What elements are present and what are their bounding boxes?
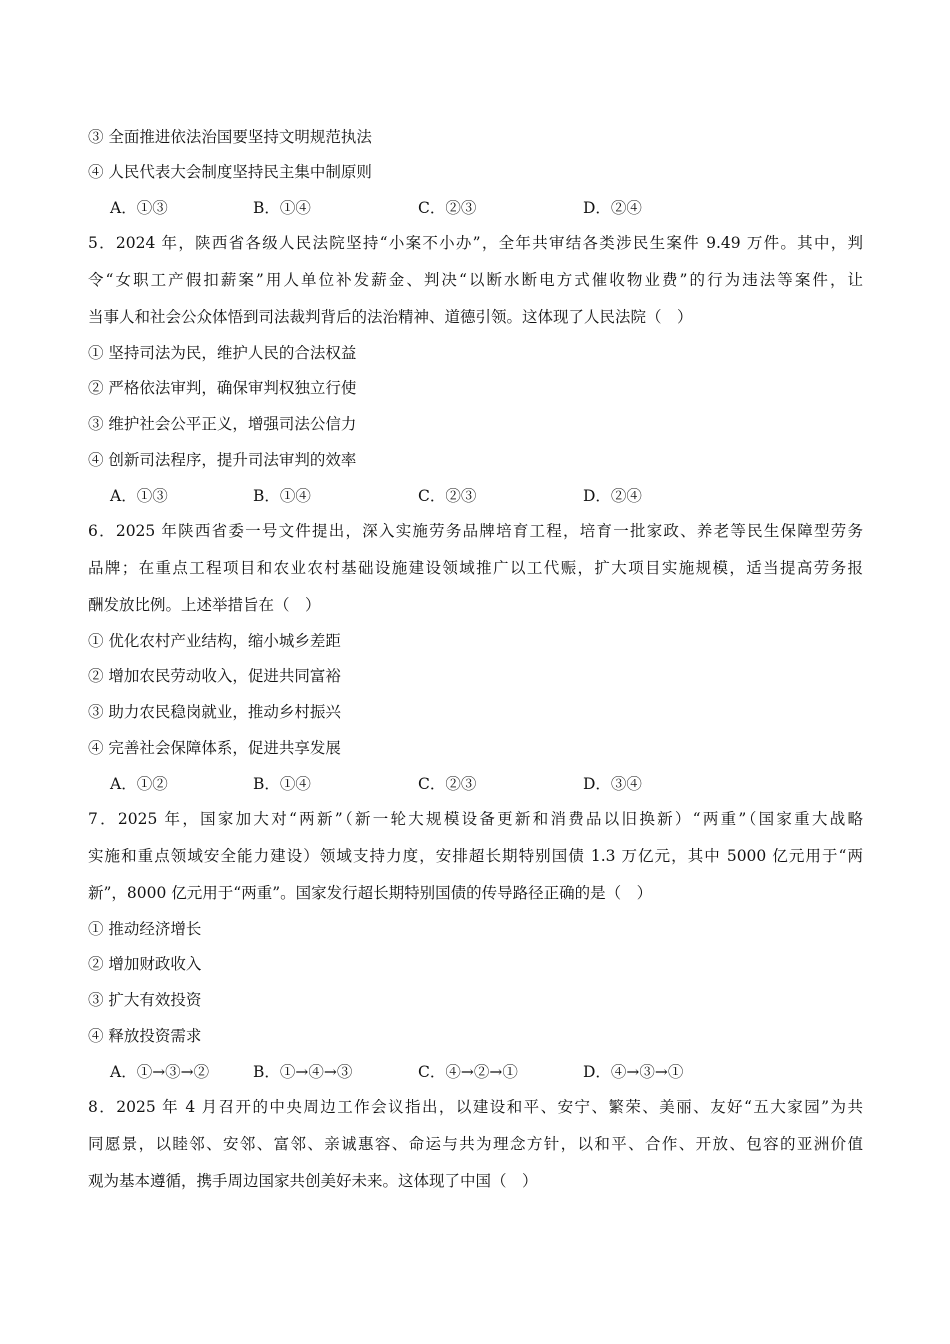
q5-option-d[interactable]: D．②④ <box>583 487 642 505</box>
q5-statement-1: ① 坚持司法为民，维护人民的合法权益 <box>88 344 357 362</box>
q7-option-d[interactable]: D．④→③→① <box>583 1063 684 1081</box>
q4-option-c[interactable]: C．②③ <box>418 199 477 217</box>
q5-statement-3: ③ 维护社会公平正义，增强司法公信力 <box>88 415 357 433</box>
q4-option-d[interactable]: D．②④ <box>583 199 642 217</box>
q5-statement-2: ② 严格依法审判，确保审判权独立行使 <box>88 379 357 397</box>
q6-option-d[interactable]: D．③④ <box>583 775 642 793</box>
q6-stem-line-3: 酬发放比例。上述举措旨在（ ） <box>88 596 321 614</box>
q5-stem-line-2: 令“女职工产假扣薪案”用人单位补发薪金、判决“以断水断电方式催收物业费”的行为违法等案件，让 <box>88 271 863 289</box>
q6-statement-3: ③ 助力农民稳岗就业，推动乡村振兴 <box>88 703 341 721</box>
q7-stem-line-2: 实施和重点领域安全能力建设）领域支持力度，安排超长期特别国债 1.3 万亿元，其中 5000 亿元用于“两 <box>88 847 863 865</box>
q7-statement-2: ② 增加财政收入 <box>88 955 202 973</box>
q7-option-b[interactable]: B．①→④→③ <box>253 1063 353 1081</box>
q7-stem-line-3: 新”，8000 亿元用于“两重”。国家发行超长期特别国债的传导路径正确的是（ ） <box>88 884 653 902</box>
q4-option-b[interactable]: B．①④ <box>253 199 311 217</box>
q6-stem-line-1: 6．2025 年陕西省委一号文件提出，深入实施劳务品牌培育工程，培育一批家政、养老等民生保障型劳务 <box>88 522 863 540</box>
q7-statement-4: ④ 释放投资需求 <box>88 1027 202 1045</box>
q4-option-a[interactable]: A．①③ <box>110 199 168 217</box>
q7-option-c[interactable]: C．④→②→① <box>418 1063 518 1081</box>
q6-option-b[interactable]: B．①④ <box>253 775 311 793</box>
q7-statement-3: ③ 扩大有效投资 <box>88 991 202 1009</box>
q6-statement-1: ① 优化农村产业结构，缩小城乡差距 <box>88 632 341 650</box>
q6-statement-2: ② 增加农民劳动收入，促进共同富裕 <box>88 667 341 685</box>
q6-option-a[interactable]: A．①② <box>110 775 168 793</box>
q5-statement-4: ④ 创新司法程序，提升司法审判的效率 <box>88 451 357 469</box>
q4-statement-3: ③ 全面推进依法治国要坚持文明规范执法 <box>88 128 372 146</box>
q5-option-b[interactable]: B．①④ <box>253 487 311 505</box>
q5-option-c[interactable]: C．②③ <box>418 487 477 505</box>
q7-stem-line-1: 7．2025 年，国家加大对“两新”（新一轮大规模设备更新和消费品以旧换新）“两重”（国家重大战略 <box>88 810 863 828</box>
q7-option-a[interactable]: A．①→③→② <box>110 1063 210 1081</box>
q5-stem-line-1: 5．2024 年，陕西省各级人民法院坚持“小案不小办”，全年共审结各类涉民生案件 9.49 万件。其中，判 <box>88 234 863 252</box>
q6-statement-4: ④ 完善社会保障体系，促进共享发展 <box>88 739 341 757</box>
q7-statement-1: ① 推动经济增长 <box>88 920 202 938</box>
q8-stem-line-2: 同愿景，以睦邻、安邻、富邻、亲诚惠容、命运与共为理念方针，以和平、合作、开放、包容的亚洲价值 <box>88 1135 863 1153</box>
q8-stem-line-1: 8．2025 年 4 月召开的中央周边工作会议指出，以建设和平、安宁、繁荣、美丽、友好“五大家园”为共 <box>88 1098 863 1116</box>
q5-stem-line-3: 当事人和社会公众体悟到司法裁判背后的法治精神、道德引领。这体现了人民法院（ ） <box>88 308 693 326</box>
q5-option-a[interactable]: A．①③ <box>110 487 168 505</box>
q8-stem-line-3: 观为基本遵循，携手周边国家共创美好未来。这体现了中国（ ） <box>88 1172 538 1190</box>
q6-option-c[interactable]: C．②③ <box>418 775 477 793</box>
q6-stem-line-2: 品牌；在重点工程项目和农业农村基础设施建设领域推广以工代赈，扩大项目实施规模，适当提高劳务报 <box>88 559 863 577</box>
q4-statement-4: ④ 人民代表大会制度坚持民主集中制原则 <box>88 163 372 181</box>
